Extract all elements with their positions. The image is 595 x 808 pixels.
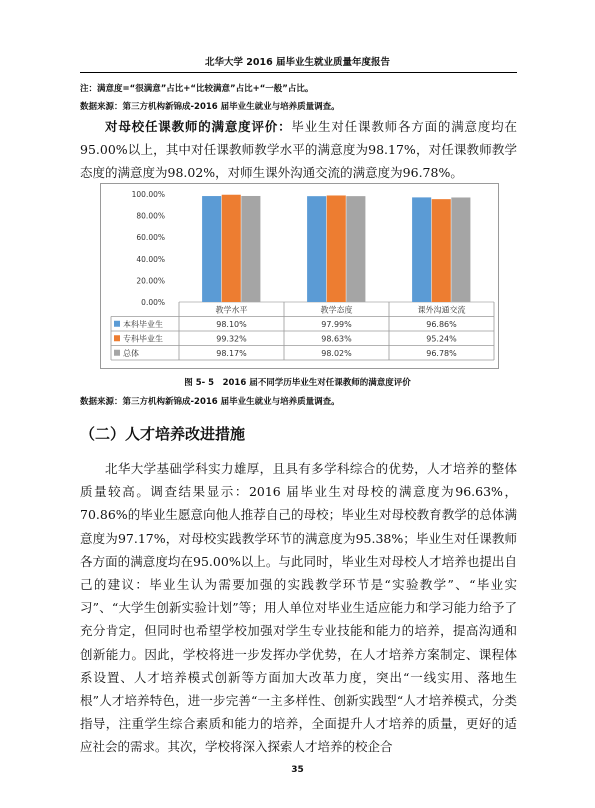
- y-tick-label: 100.00%: [131, 190, 165, 199]
- bar: [412, 197, 431, 302]
- paragraph-body: 北华大学基础学科实力雄厚，且具有多学科综合的优势，人才培养的整体质量较高。调查结果显示：2016 届毕业生对母校的满意度为96.63%，70.86%的毕业生愿意向他人推荐自己的母校；毕业生对母校教育教学的总体满意度为97.17%，对母校实践教学环节的满意度为95.38%；毕业生对任课教师各方面的满意度均在95.00%以上。与此同时，毕业生对母校人才培养也提出自己的建议：毕业生认为需要加强的实践教学环节是“实验教学”、“毕业实习”、“大学生创新实验计划”等；用人单位对毕业生适应能力和学习能力给予了充分肯定，但同时也希望学校加强对学生专业技能和能力的培养，提高沟通和创新能力。因此，学校将进一步发挥办学优势，在人才培养方案制定、课程体系设置、人才培养模式创新等方面加大改革力度，突出“一线实用、落地生根”人才培养特色，进一步完善“一主多样性、创新实践型“人才培养模式，分类指导，注重学生综合素质和能力的培养，全面提升人才培养的质量，更好的适应社会的需求。其次，学校将深入探索人才培养的校企合: [80, 461, 517, 755]
- data-table-value: 98.17%: [216, 349, 247, 358]
- legend-series-name: 本科毕业生: [123, 320, 163, 329]
- satisfaction-chart: [100, 183, 499, 369]
- improvement-measures-paragraph: [80, 457, 517, 759]
- figure-caption: 图 5- 5 2016 届不同学历毕业生对任课教师的满意度评价: [184, 378, 411, 388]
- x-category-label: 教学态度: [320, 305, 353, 315]
- x-category-label: 课外沟通交流: [417, 305, 466, 315]
- paragraph-bold-lead: 对母校任课教师的满意度评价：: [105, 119, 292, 134]
- bar: [346, 196, 365, 302]
- paragraph-body: 毕业生对任课教师各方面的满意度均在95.00%以上，其中对任课教师教学水平的满意度为98.17%，对任课教师教学态度的满意度为98.02%，对师生课外沟通交流的满意度为96.78%。: [80, 119, 517, 181]
- page-header-title: 北华大学 2016 届毕业生就业质量年度报告: [204, 57, 391, 68]
- data-source-note: 数据来源：第三方机构新锦成-2016 届毕业生就业与培养质量调查。: [80, 102, 340, 112]
- bar: [327, 195, 346, 302]
- y-tick-label: 80.00%: [136, 211, 165, 221]
- legend-swatch: [114, 321, 120, 327]
- legend-swatch: [114, 350, 120, 356]
- data-table-value: 95.24%: [426, 334, 457, 344]
- bar: [307, 196, 326, 302]
- section-heading: （二）人才培养改进措施: [80, 425, 246, 443]
- bar: [241, 196, 260, 302]
- data-table-value: 98.63%: [321, 334, 352, 344]
- data-table-value: 96.78%: [426, 349, 457, 358]
- y-tick-label: 40.00%: [136, 254, 165, 264]
- bar: [432, 199, 451, 302]
- teacher-satisfaction-paragraph: [80, 115, 517, 185]
- legend-series-name: 专科毕业生: [123, 334, 163, 344]
- legend-series-name: 总体: [123, 349, 139, 358]
- bar: [451, 197, 470, 302]
- page-number: 35: [291, 765, 304, 775]
- header-rule: [80, 72, 517, 73]
- data-table-value: 97.99%: [321, 320, 352, 329]
- bar: [202, 196, 221, 302]
- x-category-label: 教学水平: [215, 305, 248, 315]
- data-table-value: 98.10%: [216, 320, 247, 329]
- data-table-value: 96.86%: [426, 320, 457, 329]
- data-table-value: 98.02%: [321, 349, 352, 358]
- bar: [222, 195, 241, 302]
- figure-source-note: 数据来源：第三方机构新锦成-2016 届毕业生就业与培养质量调查。: [80, 397, 340, 407]
- y-tick-label: 20.00%: [136, 276, 165, 286]
- y-tick-label: 0.00%: [141, 298, 165, 307]
- satisfaction-formula-note: 注：满意度=“很满意”占比+“比较满意”占比+“一般”占比。: [80, 84, 314, 94]
- legend-swatch: [114, 335, 120, 341]
- data-table-value: 99.32%: [216, 334, 247, 344]
- chart-canvas: [101, 184, 498, 368]
- y-tick-label: 60.00%: [136, 233, 165, 243]
